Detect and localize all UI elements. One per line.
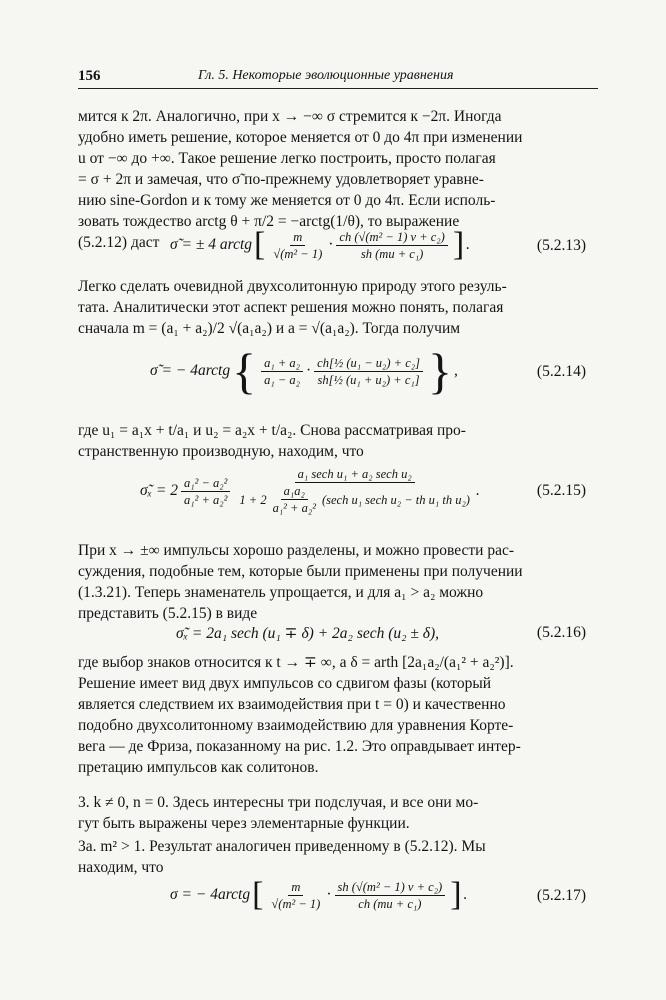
paragraph-3 [78,420,586,462]
eq-lhs: σ̃ = − 4arctg [150,362,231,379]
text-line: где выбор знаков относится к t → ∓ ∞, а δ = arth [2a₁a₂/(a₁² + a₂²)]. [78,654,514,671]
equation-5-2-15 [78,460,586,530]
equation-number: (5.2.13) [536,237,586,254]
fraction [270,483,319,516]
text-line: u от −∞ до +∞. Такое решение легко построить, просто полагая [78,150,496,167]
denominator: ch (mu + c₁) [358,896,422,911]
denominator: a₁² + a₂² [184,492,228,507]
brace-right: } [427,343,452,399]
text-line: 3. k ≠ 0, n = 0. Здесь интересны три подслучая, и все они мо- [78,794,479,811]
paragraph-2 [78,276,586,339]
equation-body: σ̃ = − 4arctg { $\frac{\text{a₁ + a₂}}{\text{a₁ − a₂}}$ · $\frac{\text{ch[½ (u₁ − u₂) + c₂]}}{\text{sh[½ (u₁ + u₂) + c₁]}}$ } , [150,343,458,399]
text-line: где u₁ = a₁x + t/a₁ и u₂ = a₂x + t/a₂. Снова рассматривая про- [78,422,466,439]
denominator: a₁ − a₂ [264,372,300,387]
eq-end: . [463,886,468,903]
running-header [78,66,598,89]
paragraph-7 [78,836,586,878]
fraction [181,475,230,508]
denominator: sh[½ (u₁ + u₂) + c₁] [317,372,420,387]
text-line: странственную производную, находим, что [78,443,364,460]
numerator: a₁ sech u₁ + a₂ sech u₂ [295,466,415,483]
text-line: зовать тождество arctg θ + π/2 = −arctg(1/θ), то выражение [78,213,460,230]
text-line: подобно двухсолитонному взаимодействию для уравнения Корте- [78,717,514,734]
fraction [270,229,325,262]
fraction [314,355,423,388]
equation-body: σ = − 4arctg [ $\frac{m}{\text{√(m² − 1)}}$ · $\frac{\text{sh (√(m² − 1) v + c₂)}}{\text{ch (mu + c₁)}}$ ] . [170,876,468,913]
equation-body [140,466,480,516]
text-line: находим, что [78,859,164,876]
eq-lhs: σ̃ₓ = 2 [140,482,179,499]
numerator: m [288,879,303,896]
paragraph-5 [78,652,586,778]
numerator: m [290,229,305,246]
eq-end: . [475,482,480,499]
equation-5-2-17 [78,878,586,918]
eq-end: . [466,236,471,253]
equation-number: (5.2.15) [536,482,586,499]
equation-5-2-16 [78,622,586,648]
numerator: sh (√(m² − 1) v + c₂) [335,879,446,896]
bracket-left: [ [252,876,264,913]
paragraph-6 [78,792,586,834]
bracket-right: ] [450,876,462,913]
numerator: a₁² − a₂² [181,475,230,492]
numerator: ch (√(m² − 1) v + c₂) [336,229,447,246]
text-line: сначала m = (a₁ + a₂)/2 √(a₁a₂) и a = √(a₁a₂). Тогда получим [78,320,461,337]
text-line: является следствием их взаимодействия при t = 0) и качественно [78,696,506,713]
text-line: тата. Аналитически этот аспект решения можно понять, полагая [78,299,504,316]
text-line: 3a. m² > 1. Результат аналогичен приведенному в (5.2.12). Мы [78,838,486,855]
text-line: Легко сделать очевидной двухсолитонную природу этого резуль- [78,278,507,295]
main-fraction [236,466,473,516]
equation-body [176,624,439,643]
equation-number: (5.2.16) [536,624,586,641]
eq-end: , [453,362,458,379]
fraction [268,879,323,912]
denominator: a₁² + a₂² [272,501,316,515]
fraction [336,229,447,262]
text-line: мится к 2π. Аналогично, при x → −∞ σ стремится к −2π. Иногда [78,108,502,125]
text-line: претацию импульсов как солитонов. [78,759,319,776]
bracket-left: [ [254,226,266,263]
denominator [236,483,473,516]
text-line: (1.3.21). Теперь знаменатель упрощается, и для a₁ > a₂ можно [78,584,484,601]
text-line: гут быть выражены через элементарные функции. [78,815,410,832]
numerator: ch[½ (u₁ − u₂) + c₂] [314,355,423,372]
denominator: √(m² − 1) [273,246,323,261]
equation-number: (5.2.17) [536,887,586,904]
text-line: представить (5.2.15) в виде [78,605,258,622]
text-line: При x → ±∞ импульсы хорошо разделены, и можно провести рас- [78,542,515,559]
eq-lhs: σ = − 4arctg [170,886,251,903]
eq-lhs: σ̃ = ± 4 arctg [170,236,253,253]
numerator: a₁ + a₂ [261,355,303,372]
brace-left: { [232,343,257,399]
denominator: sh (mu + c₁) [360,246,424,261]
text-line: суждения, подобные тем, которые были применены при получении [78,563,523,580]
text-line: Решение имеет вид двух импульсов со сдвигом фазы (который [78,675,492,692]
page-number: 156 [78,68,101,84]
denominator: √(m² − 1) [271,896,321,911]
equation-5-2-14 [78,343,586,406]
equation-body: σ̃ = ± 4 arctg [ $\frac{m}{\text{√(m² − 1)}}$ · $\frac{\text{ch (√(m² − 1) v + c₂)}}{\text{sh (mu + c₁)}}$ ] . [170,226,471,263]
paragraph-4 [78,540,586,624]
text-line: вега — де Фриза, показанному на рис. 1.2. Это оправдывает интер- [78,738,521,755]
equation-5-2-13 [78,228,586,268]
text-line: (5.2.12) даст [78,234,160,251]
text-line: удобно иметь решение, которое меняется от 0 до 4π при изменении [78,129,523,146]
numerator: a₁a₂ [281,483,308,500]
text-line: = σ + 2π и замечая, что σ̃ по-прежнему удовлетворяет уравне- [78,171,484,188]
fraction [261,355,303,388]
equation-number: (5.2.14) [536,363,586,380]
eq-text: σ̃ₓ = 2a₁ sech (u₁ ∓ δ) + 2a₂ sech (u₂ ± δ), [176,625,440,642]
den-tail: (sech u₁ sech u₂ − th u₁ th u₂) [321,492,470,507]
den-lead: 1 + 2 [239,492,267,507]
fraction [335,879,446,912]
text-line: нию sine-Gordon и к тому же меняется от 0 до 4π. Если исполь- [78,192,496,209]
bracket-right: ] [452,226,465,263]
running-title: Гл. 5. Некоторые эволюционные уравнения [198,68,454,83]
